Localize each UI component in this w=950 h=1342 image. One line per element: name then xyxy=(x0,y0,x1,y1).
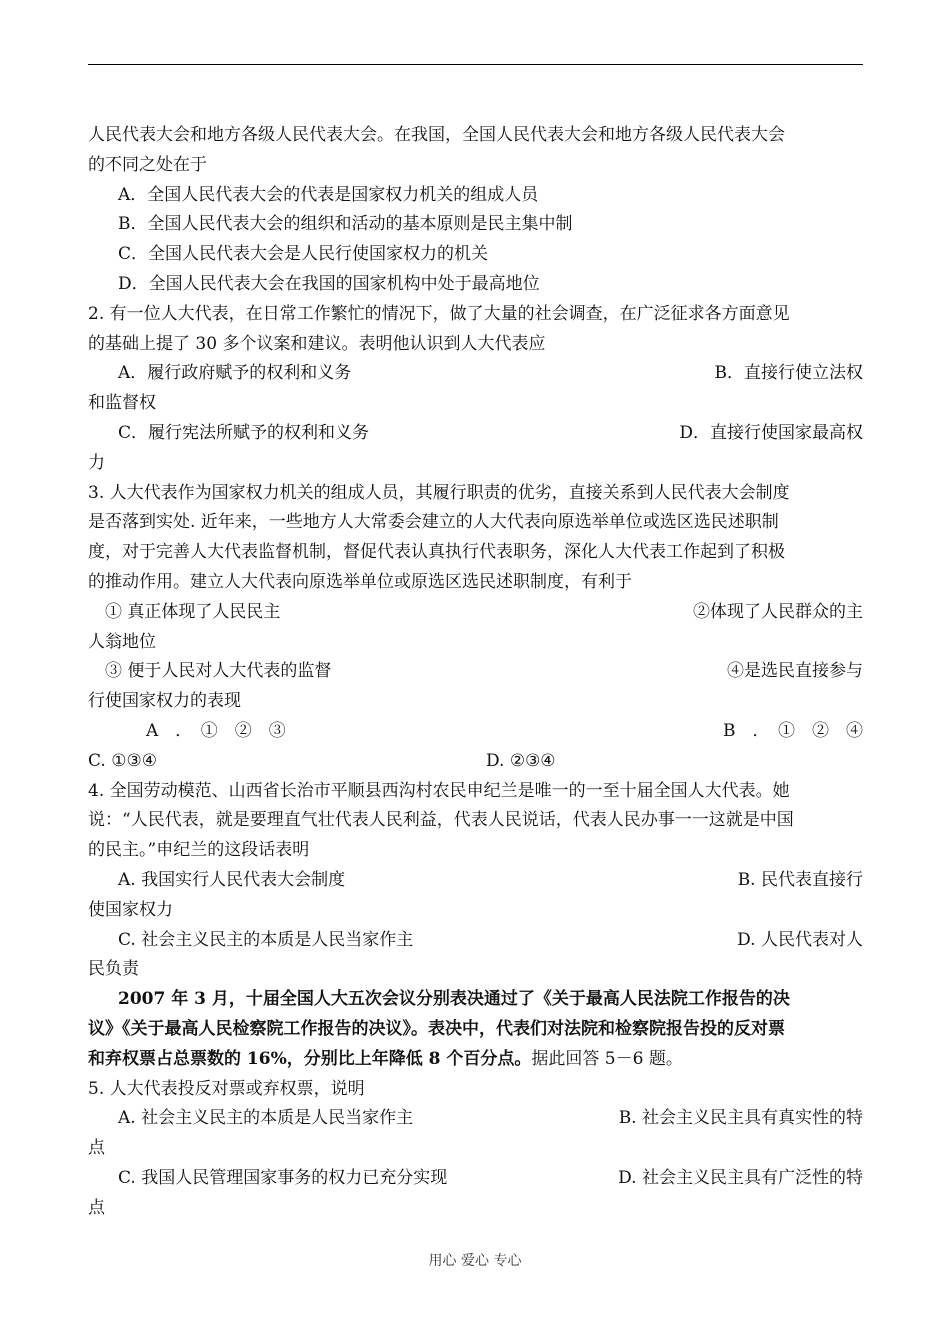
q3-item-2: ②体现了人民群众的主 xyxy=(693,601,863,622)
q4-option-b-cont: 使国家权力 xyxy=(88,899,173,920)
q3-answer-d: D. ②③④ xyxy=(486,750,556,771)
q5-option-d-cont: 点 xyxy=(88,1197,105,1218)
document-body xyxy=(88,121,863,1223)
option-a: A．全国人民代表大会的代表是国家权力机关的组成人员 xyxy=(118,184,539,205)
question-3-stem-cont: 是否落到实处. 近年来，一些地方人大常委会建立的人大代表向原选举单位或选区选民述职制 xyxy=(88,512,779,533)
q5-options-ab xyxy=(88,1104,863,1134)
question-5-stem: 5. 人大代表投反对票或弃权票，说明 xyxy=(88,1078,365,1099)
q2-options-cd xyxy=(88,419,863,449)
q2-option-b-cont: 和监督权 xyxy=(88,393,156,414)
question-4-stem-cont: 说：“人民代表，就是要理直气壮代表人民利益，代表人民说话，代表人民办事一一这就是中国 xyxy=(88,810,794,831)
passage-line: 2007 年 3 月，十届全国人大五次会议分别表决通过了《关于最高人民法院工作报告的决 xyxy=(118,989,790,1010)
q4-option-d: D. 人民代表对人 xyxy=(737,929,863,950)
q4-option-c: C. 社会主义民主的本质是人民当家作主 xyxy=(118,929,414,950)
q3-item-2-cont: 人翁地位 xyxy=(88,631,156,652)
q3-answers-ab xyxy=(88,717,863,747)
q3-answer-a: A ． ① ② ③ xyxy=(146,720,286,741)
q3-item-1: ① 真正体现了人民民主 xyxy=(105,601,281,622)
q2-option-d-cont: 力 xyxy=(88,452,105,473)
text-line: 的不同之处在于 xyxy=(88,154,207,175)
option-b: B．全国人民代表大会的组织和活动的基本原则是民主集中制 xyxy=(118,214,573,235)
q5-option-b-cont: 点 xyxy=(88,1138,105,1159)
q2-option-c: C．履行宪法所赋予的权利和义务 xyxy=(118,422,370,443)
q3-item-4: ④是选民直接参与 xyxy=(727,661,863,682)
passage-line xyxy=(88,1045,863,1075)
q2-option-d: D．直接行使国家最高权 xyxy=(679,422,863,443)
passage-instruction: 据此回答 5－6 题。 xyxy=(531,1048,683,1069)
q5-option-a: A. 社会主义民主的本质是人民当家作主 xyxy=(118,1108,414,1129)
q4-option-d-cont: 民负责 xyxy=(88,959,139,980)
header-rule xyxy=(88,64,863,65)
question-2-stem-cont: 的基础上提了 30 多个议案和建议。表明他认识到人大代表应 xyxy=(88,333,546,354)
q2-options-ab xyxy=(88,359,863,389)
q4-option-a: A. 我国实行人民代表大会制度 xyxy=(118,869,346,890)
q5-options-cd xyxy=(88,1164,863,1194)
q3-item-4-cont: 行使国家权力的表现 xyxy=(88,691,241,712)
q3-item-3: ③ 便于人民对人大代表的监督 xyxy=(105,661,332,682)
q4-option-b: B. 民代表直接行 xyxy=(737,869,863,890)
q5-option-c: C. 我国人民管理国家事务的权力已充分实现 xyxy=(118,1167,448,1188)
question-2-stem: 2. 有一位人大代表，在日常工作繁忙的情况下，做了大量的社会调查，在广泛征求各方面意见 xyxy=(88,303,790,324)
q3-answer-c: C. ①③④ xyxy=(88,750,157,771)
text-line: 人民代表大会和地方各级人民代表大会。在我国，全国人民代表大会和地方各级人民代表大会 xyxy=(88,125,785,145)
option-d: D．全国人民代表大会在我国的国家机构中处于最高地位 xyxy=(118,273,540,294)
q2-option-a: A．履行政府赋予的权利和义务 xyxy=(118,363,352,384)
question-4-stem-cont: 的民主。”申纪兰的这段话表明 xyxy=(88,840,310,861)
question-3-stem: 3. 人大代表作为国家权力机关的组成人员，其履行职责的优劣，直接关系到人民代表大会制度 xyxy=(88,482,790,503)
passage-bold-text: 和弃权票占总票数的 16%，分别比上年降低 8 个百分点。 xyxy=(88,1048,532,1069)
q3-answer-b: B ． ① ② ④ xyxy=(723,720,863,741)
q5-option-b: B. 社会主义民主具有真实性的特 xyxy=(618,1108,863,1129)
page-footer: 用心 爱心 专心 xyxy=(428,1253,522,1269)
q3-items-34 xyxy=(88,657,863,687)
question-4-stem: 4. 全国劳动模范、山西省长治市平顺县西沟村农民申纪兰是唯一的一至十届全国人大代表。她 xyxy=(88,780,790,801)
option-c: C．全国人民代表大会是人民行使国家权力的机关 xyxy=(118,244,489,265)
q3-items-12 xyxy=(88,598,863,628)
question-3-stem-cont: 的推动作用。建立人大代表向原选举单位或原选区选民述职制度，有利于 xyxy=(88,571,632,592)
question-3-stem-cont: 度，对于完善人大代表监督机制，督促代表认真执行代表职务，深化人大代表工作起到了积极 xyxy=(88,542,785,563)
q2-option-b: B．直接行使立法权 xyxy=(714,363,863,384)
q3-answers-cd xyxy=(88,747,863,777)
q4-options-ab xyxy=(88,866,863,896)
passage-line: 议》《关于最高人民检察院工作报告的决议》。表决中，代表们对法院和检察院报告投的反对票 xyxy=(88,1018,785,1039)
q5-option-d: D. 社会主义民主具有广泛性的特 xyxy=(618,1167,863,1188)
q4-options-cd xyxy=(88,926,863,956)
